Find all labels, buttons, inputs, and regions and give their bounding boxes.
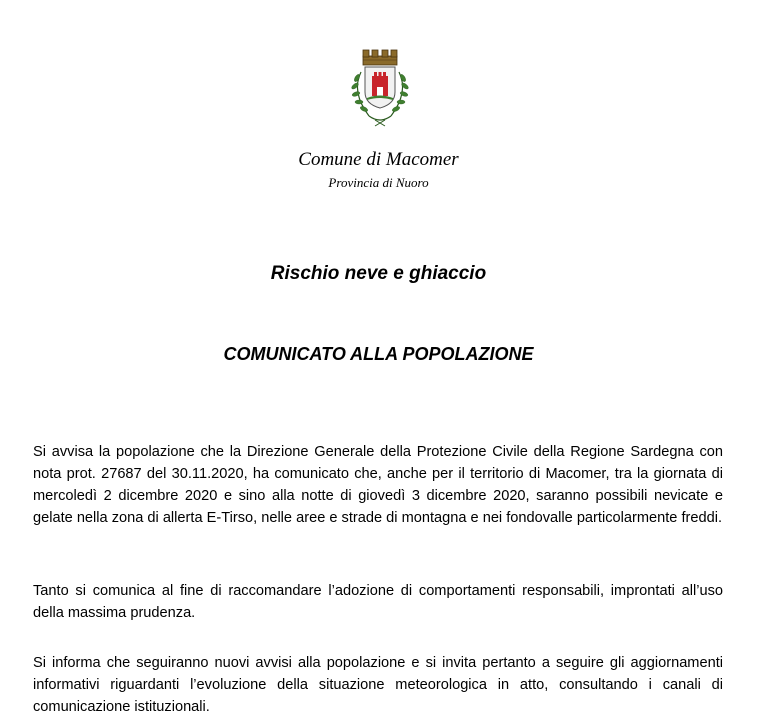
crown-icon (363, 50, 397, 65)
body-paragraph-3: Si informa che seguiranno nuovi avvisi alla popolazione e si invita pertanto a seguire gli aggiornamenti informativi riguardanti l’evoluzione della situazione meteorologica in atto, consultando i canali di comunicazione istituzionali. (33, 655, 723, 715)
municipal-coat-of-arms (345, 46, 415, 130)
body-paragraph-2: Tanto si comunica al fine di raccomandare l’adozione di comportamenti responsabili, improntati all’uso della massima prudenza. (33, 583, 723, 621)
organization-name: Comune di Macomer (298, 149, 459, 170)
organization-province: Provincia di Nuoro (328, 175, 429, 190)
shield-icon (365, 67, 395, 108)
notice-heading: COMUNICATO ALLA POPOLAZIONE (223, 344, 534, 364)
body-paragraph-1: Si avvisa la popolazione che la Direzione Generale della Protezione Civile della Regione Sardegna con nota prot. 27687 del 30.11.2020, ha comunicato che, anche per il territorio di Macomer, tra la giornata di mercoledì 2 dicembre 2020 e sino alla notte di giovedì 3 dicembre 2020, saranno possibili nevicate e gelate nella zona di allerta E-Tirso, nelle aree e strade di montagna e nei fondovalle particolarmente freddi. (33, 444, 723, 526)
notice-subject: Rischio neve e ghiaccio (270, 263, 487, 284)
